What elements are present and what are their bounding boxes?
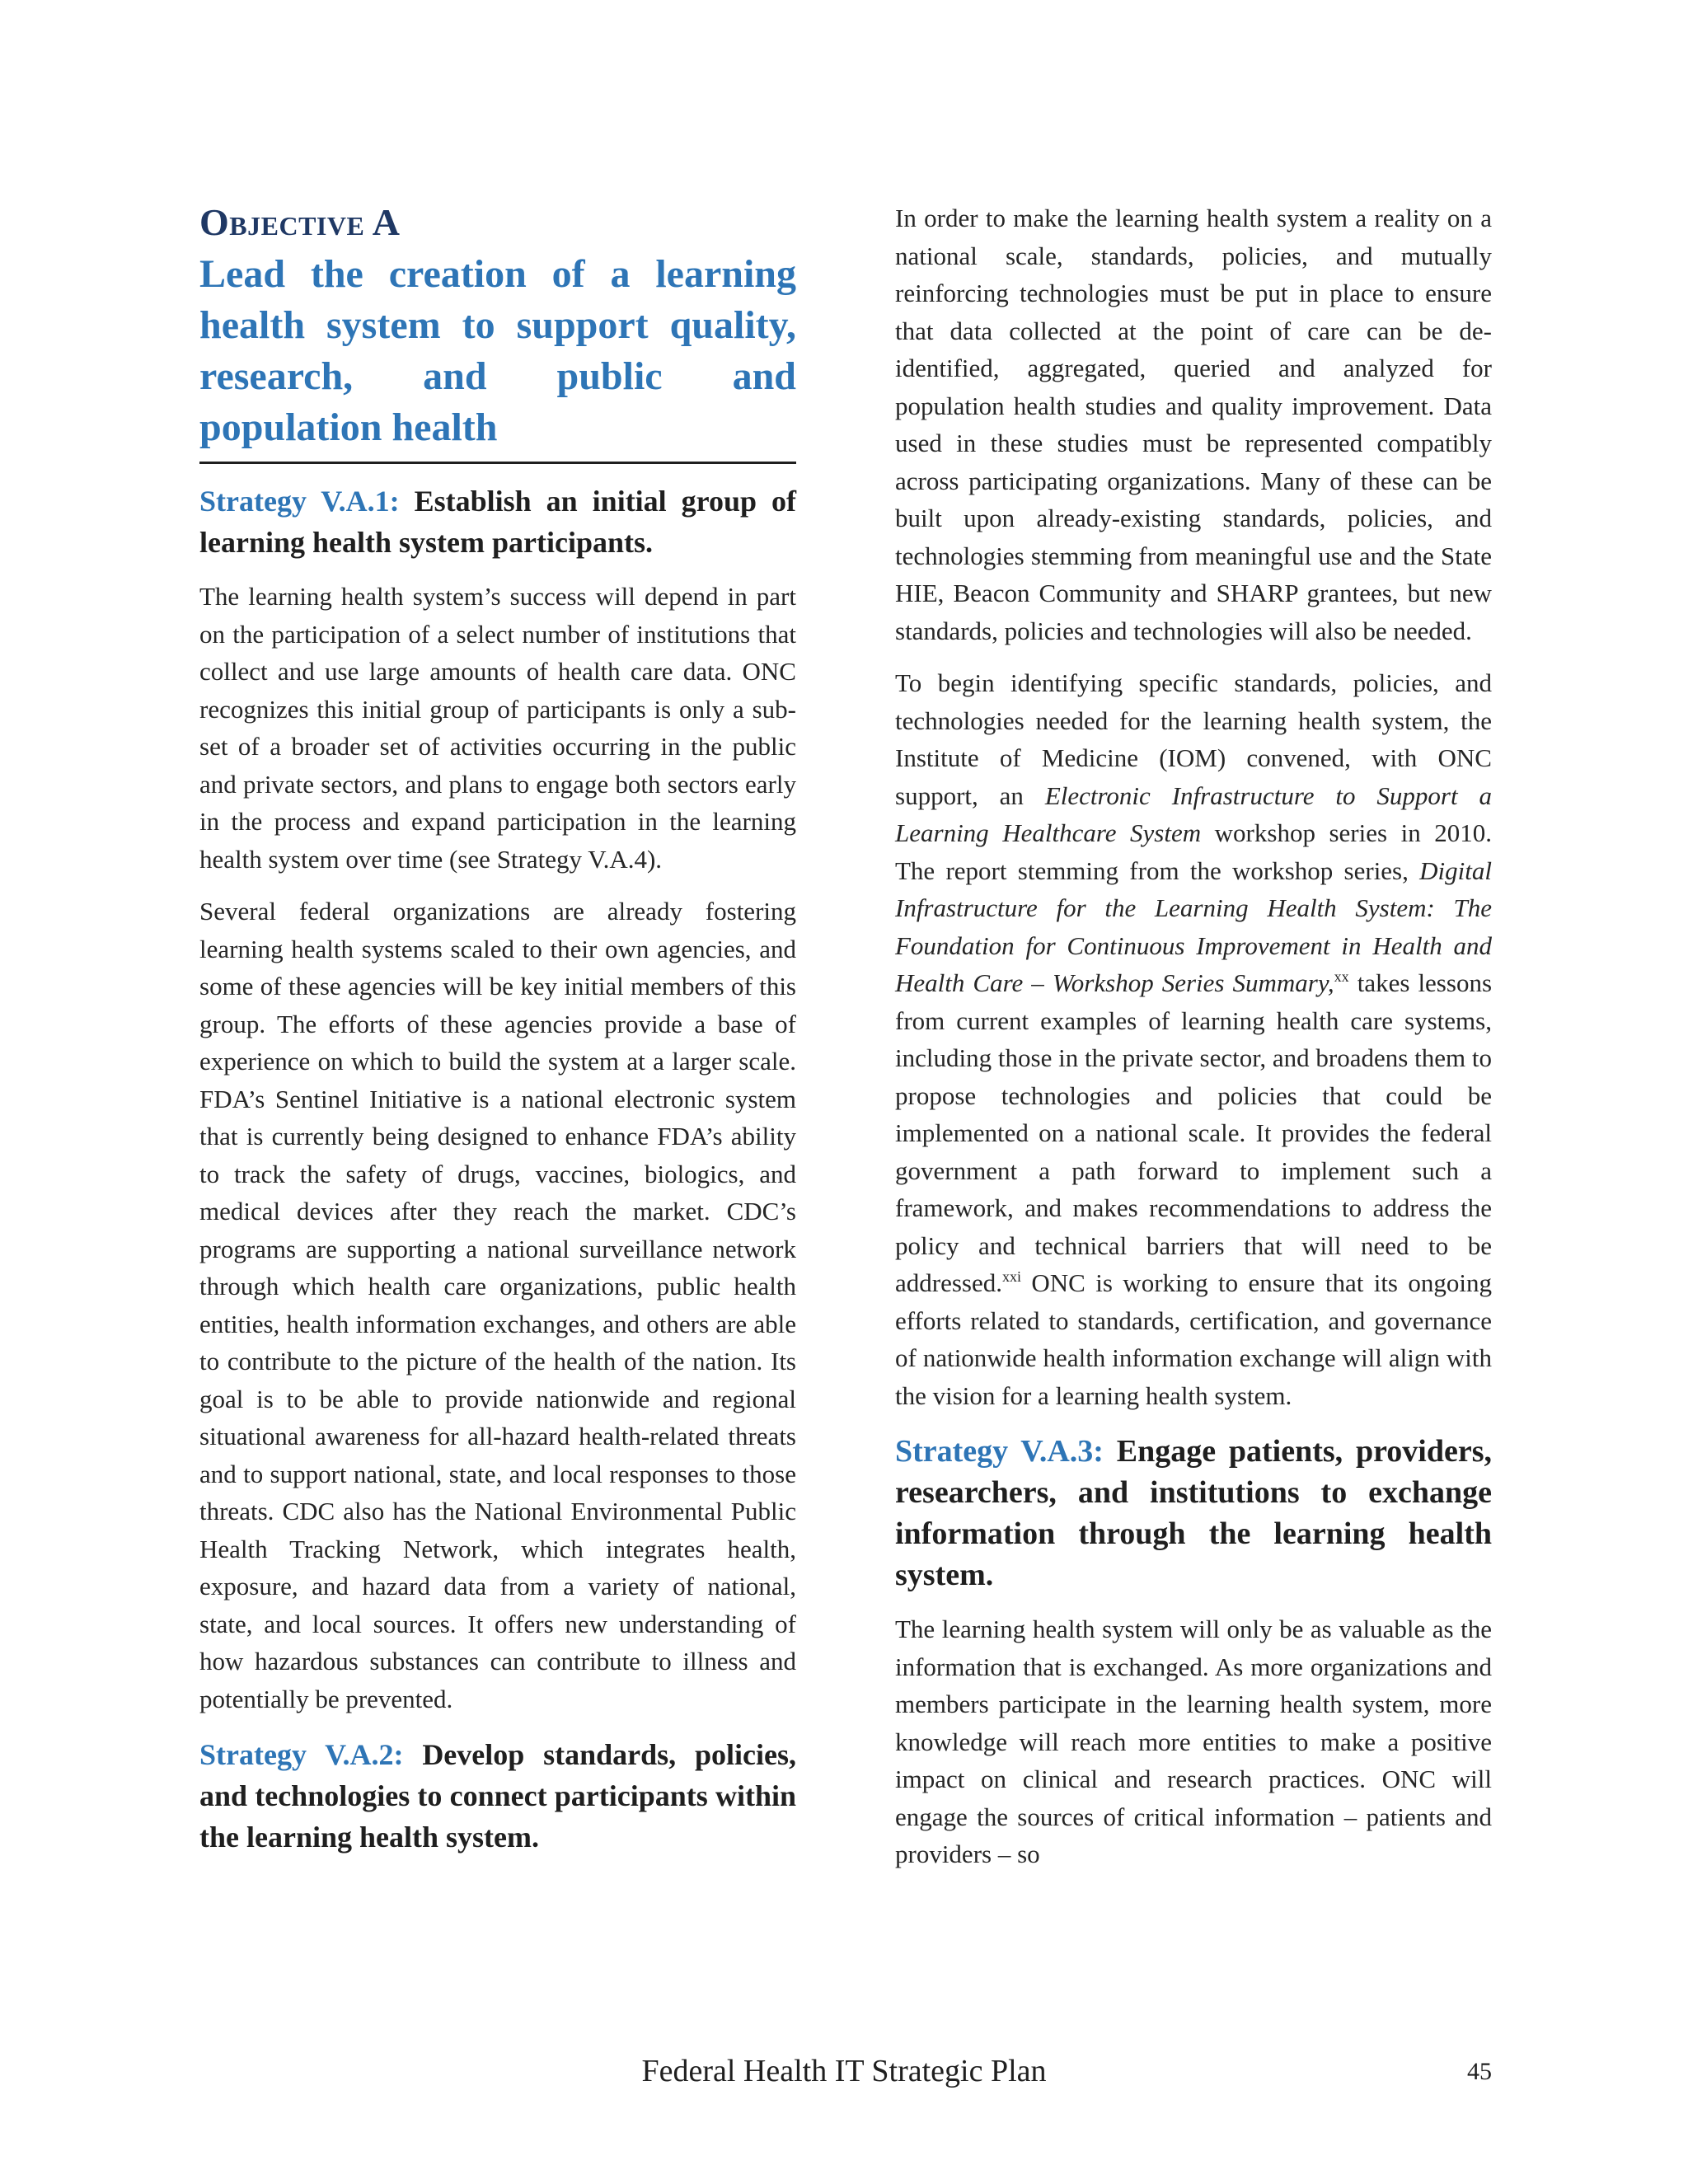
- text-run: ONC is working to ensure that its ongoing efforts related to standards, certification, and governance of nationwide health information exchange will align with the vision for a learning health system.: [895, 1268, 1492, 1410]
- paragraph: [895, 664, 1492, 1414]
- left-column: [199, 199, 796, 1872]
- objective-label: Objective A: [199, 201, 401, 243]
- strategy-title: Develop standards, policies, and technologies to connect participants within the learning health system.: [199, 1738, 796, 1854]
- text-run: takes lessons from current examples of learning health care systems, including those in the private sector, and broadens them to propose technologies and policies that could be implemented on a national scale. It provides the federal government a path forward to implement such a framework, and makes recommendations to address the policy and technical barriers that will need to be addressed.: [895, 968, 1493, 1297]
- strategy-number: Strategy V.A.2:: [199, 1738, 404, 1771]
- paragraph: Several federal organizations are already fostering learning health systems scaled to their own agencies, and some of these agencies will be key initial members of this group. The efforts of these agencies provide a base of experience on which to build the system at a larger scale. FDA’s Sentinel Initiative is a national electronic system that is currently being designed to enhance FDA’s ability to track the safety of drugs, vaccines, biologics, and medical devices after they reach the market. CDC’s programs are supporting a national surveillance network through which health care organizations, public health entities, health information exchanges, and others are able to contribute to the picture of the health of the nation. Its goal is to be able to provide nationwide and regional situational awareness for all-hazard health-related threats and to support national, state, and local responses to those threats. CDC also has the National Environmental Public Health Tracking Network, which integrates health, exposure, and hazard data from a variety of national, state, and local sources. It offers new understanding of how hazardous substances can contribute to illness and potentially be prevented.: [199, 897, 796, 1713]
- paragraph: The learning health system will only be as valuable as the information that is exchanged. As more organizations and members participate in the learning health system, more knowledge will reach more entities to make a positive impact on clinical and research practices. ONC will engage the sources of critical information – patients and providers – so: [895, 1615, 1492, 1868]
- right-column: [895, 199, 1492, 1888]
- page-number: 45: [1467, 2058, 1492, 2085]
- italic-title: Electronic Infrastructure to Support a Learning Healthcare System: [895, 780, 1492, 847]
- endnote-ref: xx: [1334, 968, 1349, 985]
- objective-title: Lead the creation of a learning health system to support quality, research, and public and population health: [199, 249, 796, 464]
- strategy-heading-1: [199, 480, 796, 563]
- strategy-number: Strategy V.A.3:: [895, 1434, 1104, 1469]
- strategy-heading-2: [199, 1734, 796, 1858]
- paragraph: The learning health system’s success will depend in part on the participation of a select number of institutions that collect and use large amounts of health care data. ONC recognizes this initial group of participants is only a sub-set of a broader set of activities occurring in the public and private sectors, and plans to engage both sectors early in the process and expand participation in the learning health system over time (see Strategy V.A.4).: [199, 582, 796, 874]
- italic-title: Digital Infrastructure for the Learning Health System: The Foundation for Continuous Improvement in Health and Health Care – Workshop Series Summary,: [895, 855, 1492, 997]
- strategy-heading-3: [895, 1431, 1492, 1596]
- strategy-title: Engage patients, providers, researchers, and institutions to exchange information through the learning health system.: [895, 1434, 1492, 1592]
- text-run: workshop series in 2010. The report stemming from the workshop series,: [895, 818, 1492, 885]
- strategy-title: Establish an initial group of learning health system participants.: [199, 485, 797, 559]
- text-run: To begin identifying specific standards, policies, and technologies needed for the learning health system, the Institute of Medicine (IOM) convened, with ONC support, an: [895, 668, 1492, 810]
- footer-title: Federal Health IT Strategic Plan: [641, 2054, 1047, 2088]
- strategy-number: Strategy V.A.1:: [199, 485, 400, 518]
- endnote-ref: xxi: [1001, 1268, 1021, 1285]
- paragraph: In order to make the learning health system a reality on a national scale, standards, policies, and mutually reinforcing technologies must be put in place to ensure that data collected at the point of care can be de-identified, aggregated, queried and analyzed for population health studies and quality improvement. Data used in these studies must be represented compatibly across participating organizations. Many of these can be built upon already-existing standards, policies, and technologies stemming from meaningful use and the State HIE, Beacon Community and SHARP grantees, but new standards, policies and technologies will also be needed.: [895, 204, 1492, 645]
